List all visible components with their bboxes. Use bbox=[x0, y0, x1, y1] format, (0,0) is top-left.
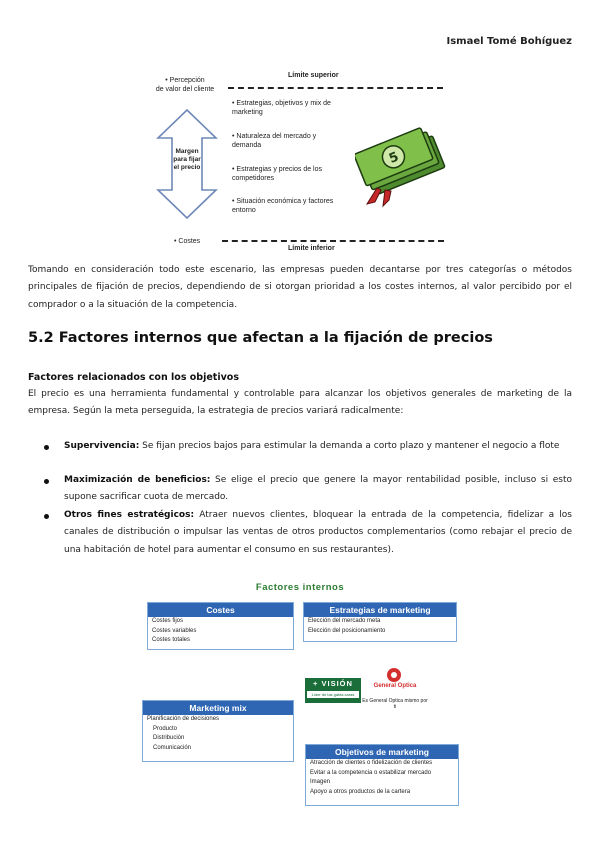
costs-box bbox=[147, 602, 294, 650]
box-item: Producto bbox=[153, 725, 178, 732]
box-item: Imagen bbox=[310, 779, 331, 786]
box-item: Evitar a la competencia o estabilizar mercado bbox=[310, 769, 432, 776]
box-header: Objetivos de marketing bbox=[306, 745, 458, 759]
term: Maximización de beneficios: bbox=[64, 475, 211, 485]
box-item: Comunicación bbox=[153, 744, 192, 751]
box-item: Distribución bbox=[153, 735, 185, 742]
bullet-dot bbox=[44, 479, 49, 484]
box-item: Elección del posicionamiento bbox=[308, 627, 386, 634]
section-heading: 5.2 Factores internos que afectan a la fijación de precios bbox=[28, 330, 493, 346]
box-item: Costes variables bbox=[152, 627, 197, 634]
objectives-paragraph: El precio es una herramienta fundamental y controlable para alcanzar los objetivos generales de marketing de la empresa. Según la meta perseguida, la estrategia de precios variará radicalmente: bbox=[28, 389, 572, 417]
vision-logo-name: + VISIÓN bbox=[313, 679, 353, 688]
vision-logo bbox=[305, 678, 361, 703]
box-header: Estrategias de marketing bbox=[304, 603, 456, 617]
general-optica-logo: General Optica bbox=[373, 683, 417, 689]
vision-logo-tagline: Líder de las gafas caras bbox=[307, 691, 359, 698]
list-item bbox=[48, 438, 572, 455]
term: Otros fines estratégicos: bbox=[64, 510, 195, 520]
lower-limit-line bbox=[222, 240, 444, 242]
marketing-objectives-box bbox=[305, 744, 459, 806]
box-item: Elección del mercado meta bbox=[308, 618, 381, 624]
svg-text:5: 5 bbox=[387, 149, 402, 167]
description: Se fijan precios bajos para estimular la demanda a corto plazo y mantener el negocio a flote bbox=[139, 441, 560, 451]
list-item bbox=[48, 472, 572, 507]
lower-limit-label: Límite inferior bbox=[288, 245, 335, 252]
diagram-title: Factores internos bbox=[255, 582, 345, 593]
description: Atraer nuevos clientes, bloquear la entrada de la competencia, fidelizar a los canales de distribución o impulsar las ventas de otros productos complementarios (como rebajar el precio de una habitación de hotel para aumentar el consumo en sus restaurantes). bbox=[64, 510, 572, 555]
upper-limit-label: Límite superior bbox=[288, 72, 339, 79]
factor-bullet: • Estrategias y precios de los competidores bbox=[232, 166, 322, 182]
intro-paragraph: Tomando en consideración todo este escenario, las empresas pueden decantarse por tres categorías o métodos principales de fijación de precios, dependiendo de si otorgan prioridad a los costes internos, al valor percibido por el comprador o a la situación de la competencia. bbox=[28, 265, 572, 310]
author-name: Ismael Tomé Bohíguez bbox=[446, 36, 572, 47]
box-item: Atracción de clientes o fidelización de clientes bbox=[310, 760, 433, 766]
box-header: Costes bbox=[148, 603, 293, 617]
list-item bbox=[48, 507, 572, 559]
factor-bullet: • Estrategias, objetivos y mix de marketing bbox=[232, 100, 331, 116]
factor-bullet: • Naturaleza del mercado y demanda bbox=[232, 133, 317, 149]
description: Se elige el precio que genere la mayor rentabilidad posible, incluso si esto supone sacrificar cuota de mercado. bbox=[64, 475, 572, 503]
box-item: Costes fijos bbox=[152, 618, 184, 624]
upper-limit-line bbox=[228, 87, 443, 89]
box-header: Marketing mix bbox=[143, 701, 293, 715]
costs-label: • Costes bbox=[174, 238, 201, 245]
bullet-dot bbox=[44, 445, 49, 450]
money-clipart bbox=[355, 118, 455, 210]
general-optica-logo-icon bbox=[384, 667, 404, 683]
margin-label: Margen para fijar el precio bbox=[173, 148, 201, 171]
box-item: Apoyo a otros productos de la cartera bbox=[310, 788, 411, 795]
term: Supervivencia: bbox=[64, 441, 140, 451]
subheading: Factores relacionados con los objetivos bbox=[28, 372, 239, 383]
factor-bullet: • Situación económica y factores entorno bbox=[232, 198, 334, 214]
marketing-strategies-box bbox=[303, 602, 457, 642]
box-item: Planificación de decisiones bbox=[147, 716, 220, 722]
bullet-dot bbox=[44, 514, 49, 519]
box-item: Costes totales bbox=[152, 637, 191, 644]
customer-value-label: • Percepción de valor del cliente bbox=[155, 77, 215, 93]
general-optica-tagline: Es General Optica mismo por ti bbox=[362, 698, 428, 710]
marketing-mix-box bbox=[142, 700, 294, 762]
